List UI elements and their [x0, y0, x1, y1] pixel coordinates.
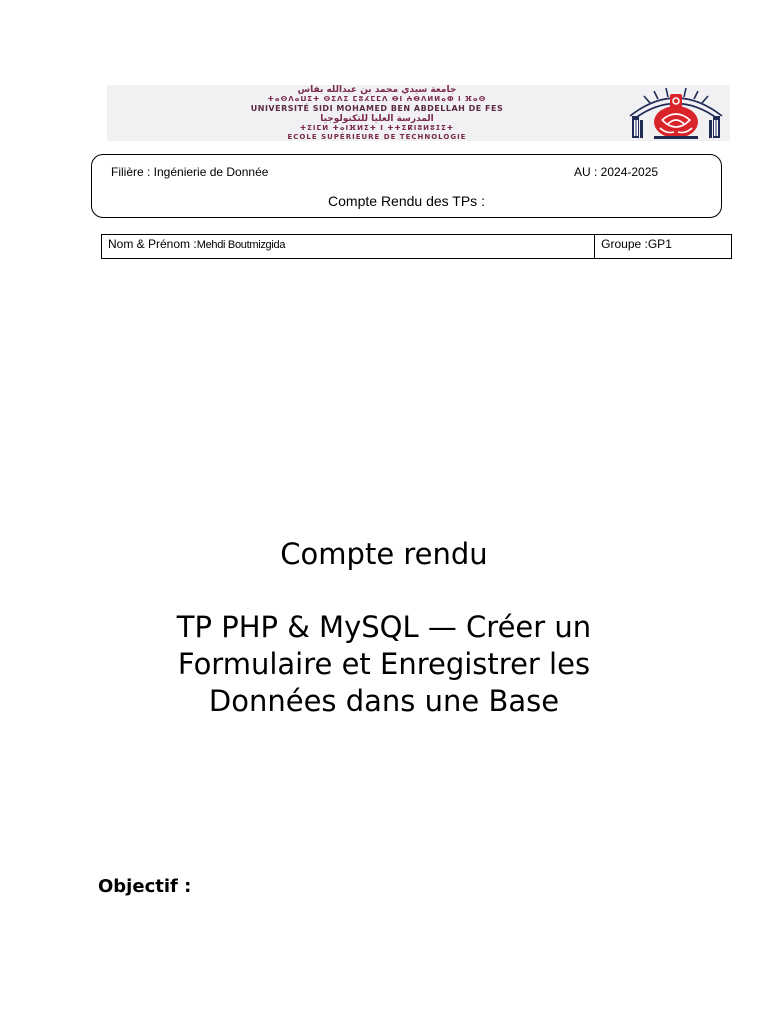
university-name-block	[207, 86, 547, 143]
university-name-tifinagh: ⵜⴰⵙⴷⴰⵡⵉⵜ ⵙⵉⴷⵉ ⵎⵓⵃⵎⵎⴷ ⴱⵏ ⵄⴱⴷⵍⵍⴰⵀ ⵏ ⴼⴰⵙ	[267, 95, 487, 103]
school-name-arabic: المدرسة العليا للتكنولوجيا	[320, 114, 434, 124]
student-info-table	[101, 234, 732, 259]
student-name-label: Nom & Prénom :	[108, 237, 197, 251]
document-subtitle-line: Données dans une Base	[208, 684, 560, 718]
document-subtitle-line: Formulaire et Enregistrer les	[177, 647, 591, 681]
compte-rendu-tps-label: Compte Rendu des TPs :	[328, 193, 485, 209]
student-name-cell	[102, 235, 595, 259]
university-emblem-icon	[624, 86, 728, 140]
university-name-french: UNIVERSITÉ SIDI MOHAMED BEN ABDELLAH DE FES	[250, 104, 504, 113]
filiere-label: Filière : Ingénierie de Donnée	[111, 165, 269, 179]
student-group-cell: Groupe :GP1	[595, 235, 732, 259]
document-title-block	[0, 536, 768, 720]
academic-year-label: AU : 2024-2025	[574, 165, 659, 179]
table-row	[102, 235, 732, 259]
university-name-arabic: جامعة سيدي محمد بن عبدالله بفاس	[297, 85, 457, 95]
school-name-tifinagh: ⵜⵉⵏⵎⵍ ⵜⴰⵏⴼⵍⵉⵜ ⵏ ⵜⵜⵉⴽⵏⵓⵍⵓⵊⵉⵜ	[299, 124, 454, 132]
objectif-heading: Objectif :	[98, 876, 192, 897]
document-subtitle	[0, 609, 768, 720]
student-name-value: Mehdi Boutmizgida	[196, 239, 286, 251]
document-title: Compte rendu	[280, 537, 488, 571]
school-name-french: ECOLE SUPÉRIEURE DE TECHNOLOGIE	[287, 133, 467, 141]
document-subtitle-line: TP PHP & MySQL — Créer un	[176, 610, 592, 644]
course-info-box	[91, 154, 722, 218]
university-header-banner	[107, 85, 730, 141]
